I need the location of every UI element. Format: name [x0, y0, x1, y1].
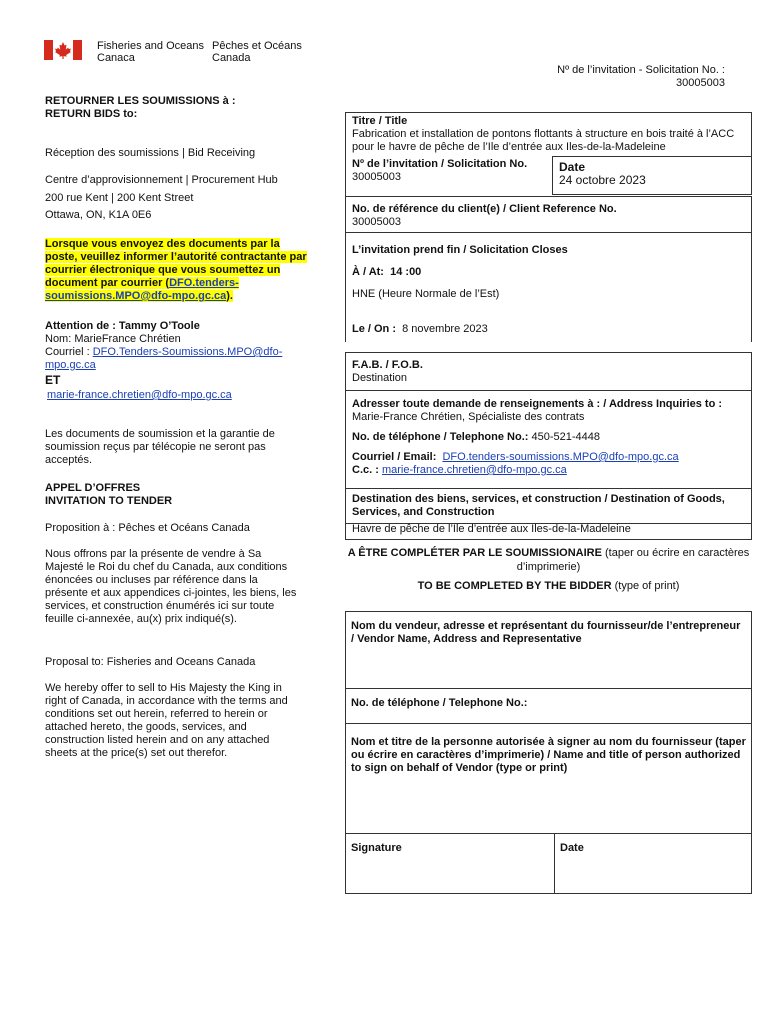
title-cell: Titre / Title Fabrication et installation de pontons flottants à structure en bois traité à l’ACC pour le havre de pêche de l’Ile d’entrée aux Iles-de-la-Madeleine [345, 112, 752, 156]
department-name-en: Fisheries and Oceans Canaca [97, 40, 204, 64]
inquiries-cell: Adresser toute demande de renseignements à : / Address Inquiries to : Marie-France Chrétien, Spécialiste des contrats No. de téléphone / Telephone No.: 450-521-4448 Courriel / Email: DFO.tenders-soumissions.MPO@dfo-mpo.gc.ca C.c. : marie-france.chretien@dfo-mpo.gc.ca [345, 390, 752, 488]
fob-cell: F.A.B. / F.O.B. Destination [345, 352, 752, 390]
closes-cell: L’invitation prend fin / Solicitation Closes À / At: 14 :00 HNE (Heure Normale de l’Est) Le / On : 8 novembre 2023 [345, 232, 752, 342]
client-reference-cell: No. de référence du client(e) / Client Reference No. 30005003 [345, 196, 752, 232]
contact-email: Courriel : DFO.Tenders-Soumissions.MPO@dfo-mpo.gc.ca [45, 346, 283, 371]
attention: Attention de : Tammy O’Toole [45, 320, 200, 332]
signature-label: Signature [351, 842, 402, 854]
proposition-fr: Proposition à : Pêches et Océans Canada [45, 522, 250, 534]
secondary-email-link[interactable]: marie-france.chretien@dfo-mpo.gc.ca [47, 389, 232, 401]
address-line-1: 200 rue Kent | 200 Kent Street [45, 192, 194, 204]
tenders-email-link[interactable]: DFO.Tenders-Soumissions.MPO@dfo-mpo.gc.ca [45, 346, 283, 371]
return-bids-heading: RETOURNER LES SOUMISSIONS à : RETURN BIDS to: [45, 95, 236, 120]
canada-flag-icon [44, 40, 82, 60]
cc-email-link[interactable]: marie-france.chretien@dfo-mpo.gc.ca [381, 464, 567, 476]
bid-receiving: Réception des soumissions | Bid Receiving [45, 147, 256, 159]
mail-notice: Lorsque vous envoyez des documents par la poste, veuillez informer l’autorité contractante par courrier électronique que vous soumettez un document par courrier (DFO.tenders-soumissions.MPO@dfo-mpo.gc.ca). [45, 238, 307, 302]
destination-cell: Destination des biens, services, et construction / Destination of Goods, Services, and Construction Havre de pêche de l’Ile d’entrée aux Iles-de-la-Madeleine [345, 488, 752, 540]
offer-text-en: We hereby offer to sell to His Majesty the King in right of Canada, in accordance with the terms and conditions set out herein, referred to herein or attached hereto, the goods, services, and construction listed herein and on any attached sheets at the price(s) set out therefor. [45, 682, 288, 759]
solicitation-cell: Nº de l’invitation / Solicitation No. 30005003 [345, 156, 552, 186]
contact-name: Nom: MarieFrance Chrétien [45, 333, 181, 345]
inquiries-email-link[interactable]: DFO.tenders-soumissions.MPO@dfo-mpo.gc.ca [442, 451, 679, 463]
tender-heading: APPEL D’OFFRES INVITATION TO TENDER [45, 482, 173, 507]
vendor-phone-label: No. de téléphone / Telephone No.: [351, 697, 528, 709]
bidder-heading: A ÊTRE COMPLÉTER PAR LE SOUMISSIONAIRE (taper ou écrire en caractères d’imprimerie) TO BE COMPLETED BY THE BIDDER (type of print) [347, 547, 750, 592]
date-cell: Date 24 octobre 2023 [552, 156, 752, 195]
procurement-hub: Centre d’approvisionnement | Procurement Hub [45, 174, 278, 186]
notice-email-link[interactable]: DFO.tenders-soumissions.MPO@dfo-mpo.gc.ca [45, 277, 239, 302]
fax-notice: Les documents de soumission et la garantie de soumission reçus par télécopie ne seront pas acceptés. [45, 428, 275, 466]
vendor-name-label: Nom du vendeur, adresse et représentant du fournisseur/de l’entrepreneur / Vendor Name, Address and Representative [351, 620, 741, 645]
proposal-en: Proposal to: Fisheries and Oceans Canada [45, 656, 256, 668]
address-line-2: Ottawa, ON, K1A 0E6 [45, 209, 152, 221]
offer-text-fr: Nous offrons par la présente de vendre à Sa Majesté le Roi du chef du Canada, aux conditions énoncées ou incluses par référence dans la présente et aux appendices ci-jointes, les biens, les services, et construction énumérés ici sur toute feuille ci-annexée, au(x) prix indiqué(s). [45, 548, 297, 625]
signature-date-label: Date [560, 842, 584, 854]
et-label: ET [45, 373, 61, 387]
authorized-signer-label: Nom et titre de la personne autorisée à signer au nom du fournisseur (taper ou écrire en caractères d’imprimerie) / Name and title of person authorized to sign on behalf of Vendor (type or print) [351, 736, 746, 774]
department-name-fr: Pêches et Océans Canada [212, 40, 302, 64]
header-solicitation: Nº de l’invitation - Solicitation No. : 30005003 [557, 64, 725, 89]
